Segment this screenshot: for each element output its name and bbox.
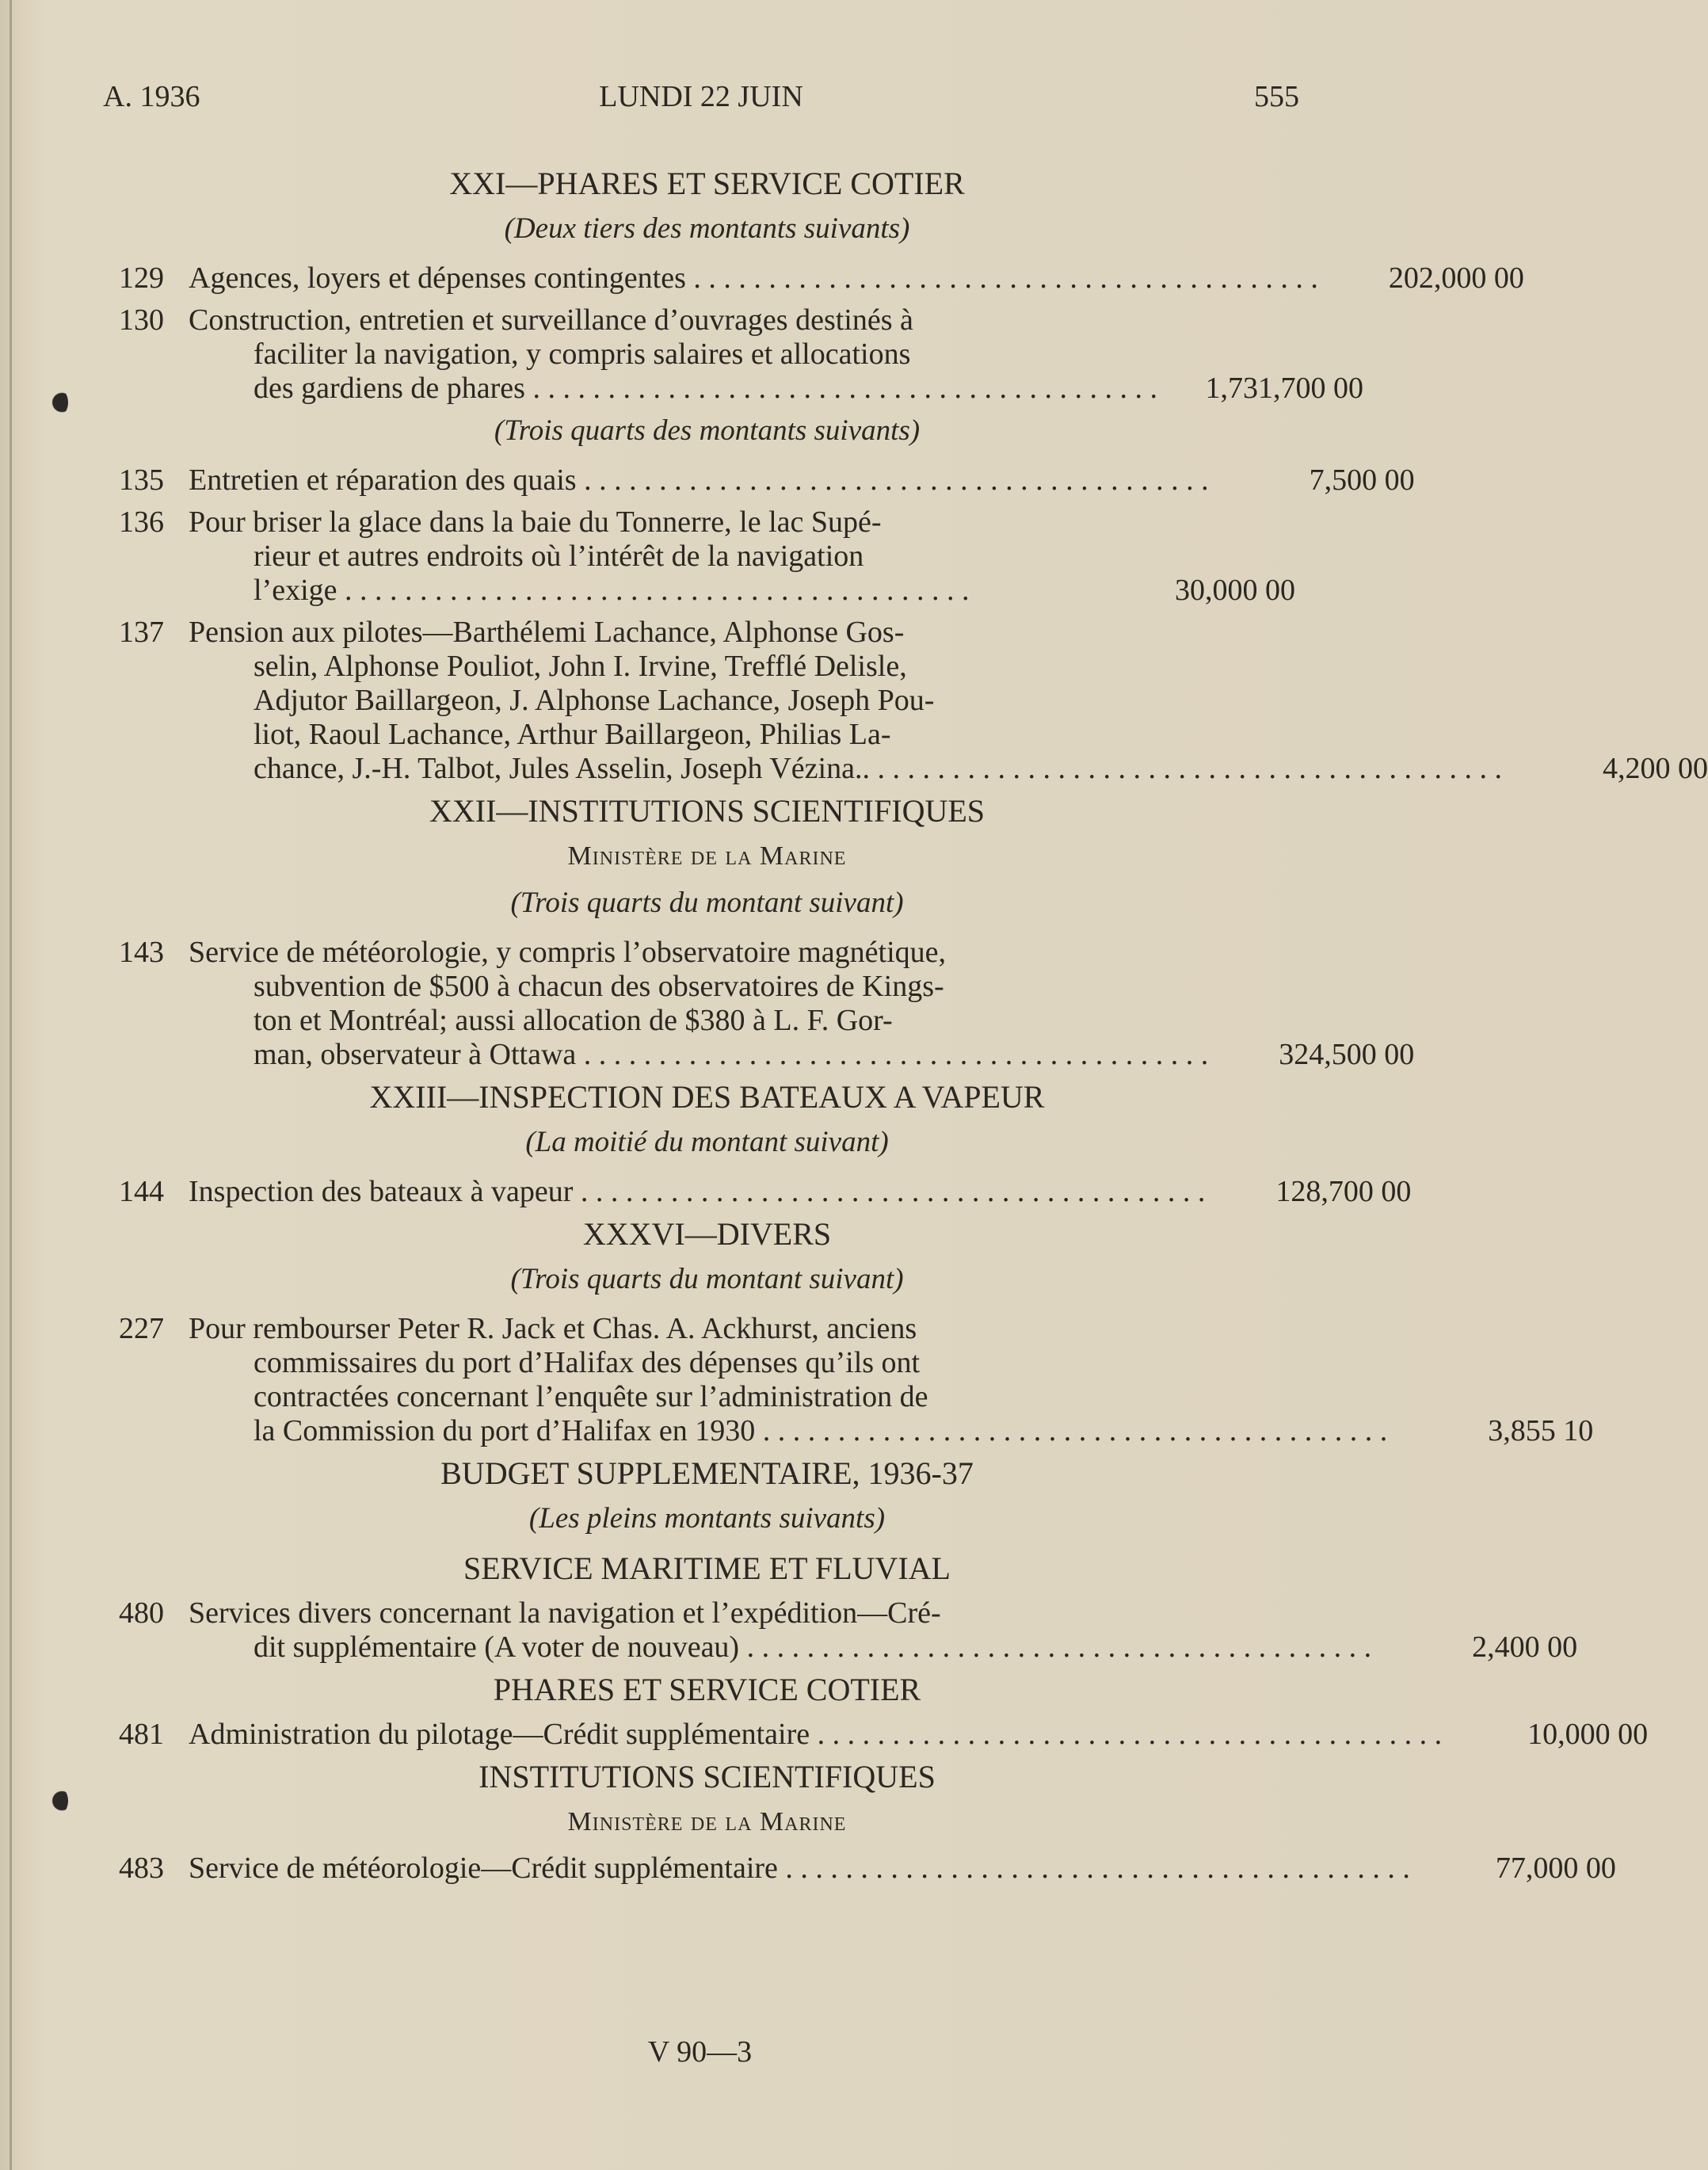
description-line [189,1038,1208,1072]
proportion-note: (Trois quarts du montant suivant) [510,887,904,919]
description-line [189,1004,1208,1038]
description-text: Construction, entretien et surveillance d’ouvrages destinés à [189,303,913,337]
description-line [189,936,1208,970]
description-text: des gardiens de phares . . . [254,372,1157,405]
item-description [189,1175,1205,1209]
description-line [189,970,1208,1004]
description-text: Services divers concernant la navigation et l’expédition—Cré- [189,1596,941,1630]
section-heading: XXI—PHARES ET SERVICE COTIER [449,166,965,201]
proportion-note: (Trois quarts des montants suivants) [494,414,921,447]
item-number: 135 [119,463,164,497]
item-amount: 1,731,700 00 [1205,372,1363,405]
description-line [189,650,1502,684]
description-text: Pension aux pilotes—Barthélemi Lachance, Alphonse Gos- [189,616,905,649]
description-line [189,1175,1205,1209]
item-amount: 10,000 00 [1527,1718,1649,1751]
proportion-note: (Trois quarts du montant suivant) [510,1263,904,1295]
item-amount: 202,000 00 [1388,261,1524,295]
proportion-note: (La moitié du montant suivant) [525,1126,889,1158]
signature-mark: V 90—3 [647,2035,753,2069]
item-amount: 4,200 00 [1602,752,1708,785]
item-amount: 3,855 10 [1488,1414,1594,1447]
description-line [189,1346,1387,1380]
description-line [189,505,1089,540]
description-line [189,1630,1371,1665]
item-amount: 30,000 00 [1175,574,1295,607]
description-line [189,1852,1410,1886]
item-number: 144 [119,1175,164,1208]
section-heading: XXII—INSTITUTIONS SCIENTIFIQUES [429,793,986,829]
header-session: A. 1936 [103,80,200,113]
proportion-note: (Les pleins montants suivants) [528,1502,886,1535]
description-text: Administration du pilotage—Crédit supplémentaire . . . [189,1718,1442,1751]
binding-edge [10,0,12,2170]
item-number: 483 [119,1852,164,1885]
description-text: chance, J.-H. Talbot, Jules Asselin, Joseph Vézina.. . . . [254,752,1502,785]
description-line [189,684,1502,718]
description-line [189,1414,1387,1448]
item-number: 129 [119,261,164,295]
item-description [189,616,1502,786]
description-text: Service de météorologie—Crédit supplémentaire . . . [189,1852,1410,1885]
item-amount: 324,500 00 [1279,1038,1415,1071]
description-text: Adjutor Baillargeon, J. Alphonse Lachance, Joseph Pou- [254,684,935,717]
item-number: 130 [119,303,164,337]
description-text: l’exige . . . [254,574,970,607]
budget-item [119,261,1524,296]
section-heading: BUDGET SUPPLEMENTAIRE, 1936-37 [440,1455,974,1491]
item-description [189,1596,1371,1665]
section-heading: SERVICE MARITIME ET FLUVIAL [463,1550,951,1586]
description-line [189,752,1502,786]
description-text: man, observateur à Ottawa . . . [254,1038,1208,1071]
budget-item [119,505,1295,608]
description-text: Pour rembourser Peter R. Jack et Chas. A. Ackhurst, anciens [189,1312,917,1345]
description-text: subvention de $500 à chacun des observatoires de Kings- [254,970,944,1003]
budget-item [119,936,1415,1072]
document-body [119,158,1708,1894]
item-amount: 7,500 00 [1309,463,1415,497]
item-description [189,505,1089,608]
description-text: liot, Raoul Lachance, Arthur Baillargeon, Philias La- [254,718,891,751]
proportion-note: (Deux tiers des montants suivants) [504,212,910,245]
item-amount: 2,400 00 [1472,1630,1578,1664]
description-text: Agences, loyers et dépenses contingentes . . . [189,261,1318,295]
description-line [189,1596,1371,1630]
description-line [189,372,1157,406]
budget-item [119,1312,1594,1448]
budget-item [119,1718,1649,1752]
budget-item [119,1852,1616,1886]
item-number: 143 [119,936,164,969]
section-heading: XXXVI—DIVERS [582,1216,832,1252]
description-line [189,616,1502,650]
item-number: 227 [119,1312,164,1345]
item-description [189,261,1318,296]
item-number: 481 [119,1718,164,1751]
description-text: rieur et autres endroits où l’intérêt de la navigation [254,540,864,573]
description-line [189,718,1502,752]
description-text: Pour briser la glace dans la baie du Tonnerre, le lac Supé- [189,505,882,539]
section-heading: INSTITUTIONS SCIENTIFIQUES [478,1759,936,1794]
description-line [189,1380,1387,1414]
description-line [189,463,1209,498]
item-description [189,936,1208,1072]
description-line [189,540,1089,574]
budget-item [119,616,1708,786]
ministry-label: Ministère de la Marine [567,1807,847,1836]
item-number: 136 [119,505,164,539]
item-number: 137 [119,616,164,649]
description-text: faciliter la navigation, y compris salaires et allocations [254,338,911,371]
item-description [189,463,1209,498]
item-description [189,1852,1410,1886]
description-text: selin, Alphonse Pouliot, John I. Irvine, Trefflé Delisle, [254,650,907,683]
section-heading: PHARES ET SERVICE COTIER [493,1672,921,1707]
item-description [189,1718,1442,1752]
section-heading: XXIII—INSPECTION DES BATEAUX A VAPEUR [369,1079,1045,1115]
description-text: Service de météorologie, y compris l’observatoire magnétique, [189,936,947,969]
budget-item [119,463,1415,498]
budget-item [119,1596,1578,1665]
punch-hole [48,1787,68,1815]
ministry-label: Ministère de la Marine [567,841,847,871]
item-description [189,1312,1387,1448]
punch-hole [48,388,68,417]
budget-item [119,1175,1412,1209]
description-text: la Commission du port d’Halifax en 1930 . . . [254,1414,1387,1447]
description-line [189,261,1318,296]
description-text: commissaires du port d’Halifax des dépenses qu’ils ont [254,1346,921,1379]
header-date: LUNDI 22 JUIN [599,80,803,113]
item-amount: 77,000 00 [1495,1852,1616,1885]
description-text: Entretien et réparation des quais . . . [189,463,1209,497]
description-text: Inspection des bateaux à vapeur . . . [189,1175,1205,1208]
description-text: contractées concernant l’enquête sur l’administration de [254,1380,928,1413]
description-line [189,574,1089,608]
budget-item [119,303,1363,406]
page-number: 555 [1254,80,1299,113]
description-line [189,1718,1442,1752]
description-line [189,1312,1387,1346]
running-header [103,79,1299,119]
description-text: dit supplémentaire (A voter de nouveau) . . . [254,1630,1371,1664]
item-amount: 128,700 00 [1275,1175,1412,1208]
description-line [189,338,1157,372]
item-description [189,303,1157,406]
description-line [189,303,1157,338]
item-number: 480 [119,1596,164,1630]
description-text: ton et Montréal; aussi allocation de $380 à L. F. Gor- [254,1004,893,1037]
